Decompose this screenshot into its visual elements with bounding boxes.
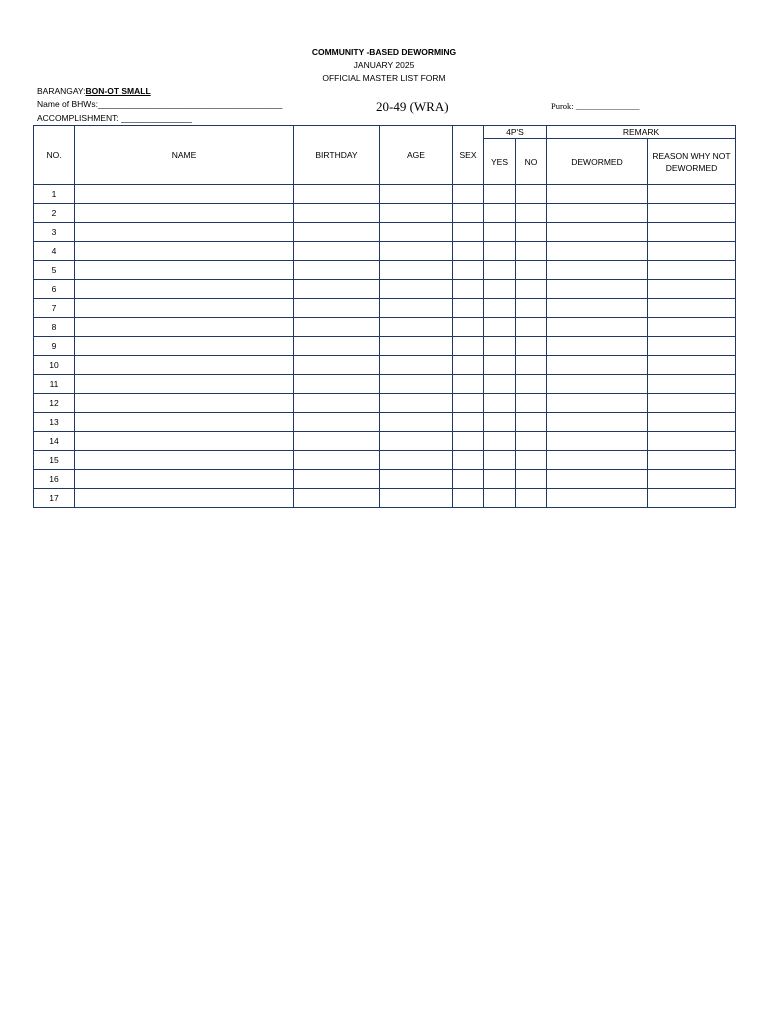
barangay-field	[37, 86, 151, 96]
reason-cell[interactable]	[648, 318, 736, 337]
name-cell[interactable]	[75, 185, 294, 204]
4ps-yes-cell[interactable]	[484, 432, 516, 451]
row-number: 8	[34, 318, 75, 337]
4ps-no-cell[interactable]	[516, 223, 547, 242]
table-row	[34, 318, 736, 337]
4ps-yes-cell[interactable]	[484, 394, 516, 413]
age-cell[interactable]	[380, 489, 453, 508]
sex-cell[interactable]	[453, 451, 484, 470]
4ps-yes-cell[interactable]	[484, 489, 516, 508]
form-name: OFFICIAL MASTER LIST FORM	[322, 73, 446, 83]
sex-cell[interactable]	[453, 375, 484, 394]
name-cell[interactable]	[75, 432, 294, 451]
birthday-cell[interactable]	[294, 470, 380, 489]
table-row	[34, 223, 736, 242]
name-cell[interactable]	[75, 261, 294, 280]
age-cell[interactable]	[380, 204, 453, 223]
birthday-cell[interactable]	[294, 337, 380, 356]
purok-label: Purok:	[551, 101, 576, 111]
dewormed-cell[interactable]	[547, 204, 648, 223]
table-row	[34, 451, 736, 470]
4ps-yes-cell[interactable]	[484, 185, 516, 204]
row-number: 6	[34, 280, 75, 299]
4ps-no-cell[interactable]	[516, 432, 547, 451]
age-cell[interactable]	[380, 432, 453, 451]
4ps-yes-cell[interactable]	[484, 375, 516, 394]
col-remark-header: REMARK	[547, 126, 736, 139]
table-row	[34, 280, 736, 299]
birthday-cell[interactable]	[294, 299, 380, 318]
bhw-line: _______________________________________	[97, 99, 283, 109]
sex-cell[interactable]	[453, 280, 484, 299]
dewormed-cell[interactable]	[547, 185, 648, 204]
table-row	[34, 337, 736, 356]
dewormed-cell[interactable]	[547, 451, 648, 470]
dewormed-cell[interactable]	[547, 394, 648, 413]
bhw-field	[37, 99, 282, 109]
4ps-no-cell[interactable]	[516, 470, 547, 489]
col-age-header: AGE	[380, 126, 453, 185]
age-cell[interactable]	[380, 451, 453, 470]
age-group-label: 20-49 (WRA)	[376, 99, 449, 114]
4ps-yes-cell[interactable]	[484, 223, 516, 242]
reason-cell[interactable]	[648, 489, 736, 508]
dewormed-cell[interactable]	[547, 280, 648, 299]
dewormed-cell[interactable]	[547, 242, 648, 261]
4ps-yes-cell[interactable]	[484, 470, 516, 489]
accomplishment-label: ACCOMPLISHMENT:	[37, 113, 122, 123]
table-row	[34, 413, 736, 432]
age-cell[interactable]	[380, 261, 453, 280]
name-cell[interactable]	[75, 489, 294, 508]
age-cell[interactable]	[380, 185, 453, 204]
4ps-no-cell[interactable]	[516, 185, 547, 204]
reason-cell[interactable]	[648, 299, 736, 318]
barangay-label: BARANGAY:	[37, 86, 86, 96]
age-cell[interactable]	[380, 280, 453, 299]
birthday-cell[interactable]	[294, 375, 380, 394]
reason-cell[interactable]	[648, 451, 736, 470]
name-cell[interactable]	[75, 204, 294, 223]
dewormed-cell[interactable]	[547, 356, 648, 375]
birthday-cell[interactable]	[294, 223, 380, 242]
4ps-no-cell[interactable]	[516, 413, 547, 432]
dewormed-cell[interactable]	[547, 318, 648, 337]
row-number: 2	[34, 204, 75, 223]
4ps-no-cell[interactable]	[516, 204, 547, 223]
birthday-cell[interactable]	[294, 413, 380, 432]
purok-field	[551, 101, 640, 111]
table-row	[34, 204, 736, 223]
name-cell[interactable]	[75, 470, 294, 489]
4ps-yes-cell[interactable]	[484, 280, 516, 299]
dewormed-cell[interactable]	[547, 413, 648, 432]
name-cell[interactable]	[75, 394, 294, 413]
4ps-no-cell[interactable]	[516, 375, 547, 394]
reason-cell[interactable]	[648, 432, 736, 451]
reason-cell[interactable]	[648, 375, 736, 394]
bhw-label: Name of BHWs:	[37, 99, 98, 109]
sex-cell[interactable]	[453, 299, 484, 318]
age-cell[interactable]	[380, 356, 453, 375]
4ps-no-cell[interactable]	[516, 261, 547, 280]
form-title: COMMUNITY -BASED DEWORMING	[311, 47, 457, 57]
birthday-cell[interactable]	[294, 451, 380, 470]
master-list-table	[33, 125, 736, 508]
reason-cell[interactable]	[648, 470, 736, 489]
birthday-cell[interactable]	[294, 242, 380, 261]
birthday-cell[interactable]	[294, 185, 380, 204]
4ps-yes-cell[interactable]	[484, 356, 516, 375]
name-cell[interactable]	[75, 375, 294, 394]
table-body	[34, 185, 736, 508]
table-row	[34, 356, 736, 375]
dewormed-cell[interactable]	[547, 223, 648, 242]
sex-cell[interactable]	[453, 356, 484, 375]
dewormed-cell[interactable]	[547, 261, 648, 280]
sex-cell[interactable]	[453, 261, 484, 280]
reason-cell[interactable]	[648, 223, 736, 242]
birthday-cell[interactable]	[294, 394, 380, 413]
sex-cell[interactable]	[453, 185, 484, 204]
4ps-yes-cell[interactable]	[484, 413, 516, 432]
sex-cell[interactable]	[453, 318, 484, 337]
col-no-header: NO.	[34, 126, 75, 185]
row-number: 16	[34, 470, 75, 489]
col-dewormed-header: DEWORMED	[547, 139, 648, 185]
birthday-cell[interactable]	[294, 261, 380, 280]
name-cell[interactable]	[75, 280, 294, 299]
table-row	[34, 394, 736, 413]
4ps-no-cell[interactable]	[516, 280, 547, 299]
name-cell[interactable]	[75, 223, 294, 242]
reason-cell[interactable]	[648, 242, 736, 261]
4ps-no-cell[interactable]	[516, 489, 547, 508]
row-number: 11	[34, 375, 75, 394]
col-sex-header: SEX	[453, 126, 484, 185]
col-4ps-header: 4P'S	[484, 126, 547, 139]
table-row	[34, 470, 736, 489]
accomplishment-line: _______________	[121, 113, 192, 123]
row-number: 9	[34, 337, 75, 356]
form-title-block	[0, 46, 768, 85]
sex-cell[interactable]	[453, 432, 484, 451]
4ps-yes-cell[interactable]	[484, 337, 516, 356]
col-birthday-header: BIRTHDAY	[294, 126, 380, 185]
name-cell[interactable]	[75, 413, 294, 432]
4ps-no-cell[interactable]	[516, 299, 547, 318]
name-cell[interactable]	[75, 299, 294, 318]
row-number: 17	[34, 489, 75, 508]
dewormed-cell[interactable]	[547, 432, 648, 451]
name-cell[interactable]	[75, 451, 294, 470]
reason-cell[interactable]	[648, 413, 736, 432]
accomplishment-field	[37, 113, 192, 123]
age-cell[interactable]	[380, 337, 453, 356]
4ps-no-cell[interactable]	[516, 242, 547, 261]
reason-cell[interactable]	[648, 204, 736, 223]
col-yes-header: YES	[484, 139, 516, 185]
4ps-yes-cell[interactable]	[484, 261, 516, 280]
age-cell[interactable]	[380, 242, 453, 261]
table-row	[34, 299, 736, 318]
sex-cell[interactable]	[453, 413, 484, 432]
table-row	[34, 261, 736, 280]
sex-cell[interactable]	[453, 204, 484, 223]
barangay-value: BON-OT SMALL	[85, 86, 151, 96]
birthday-cell[interactable]	[294, 489, 380, 508]
birthday-cell[interactable]	[294, 318, 380, 337]
4ps-no-cell[interactable]	[516, 394, 547, 413]
age-cell[interactable]	[380, 223, 453, 242]
table-row	[34, 375, 736, 394]
name-cell[interactable]	[75, 318, 294, 337]
row-number: 15	[34, 451, 75, 470]
sex-cell[interactable]	[453, 223, 484, 242]
birthday-cell[interactable]	[294, 356, 380, 375]
sex-cell[interactable]	[453, 470, 484, 489]
name-cell[interactable]	[75, 337, 294, 356]
dewormed-cell[interactable]	[547, 470, 648, 489]
reason-cell[interactable]	[648, 280, 736, 299]
birthday-cell[interactable]	[294, 280, 380, 299]
row-number: 13	[34, 413, 75, 432]
row-number: 14	[34, 432, 75, 451]
purok-line: _______________	[575, 101, 640, 111]
reason-cell[interactable]	[648, 185, 736, 204]
name-cell[interactable]	[75, 356, 294, 375]
dewormed-cell[interactable]	[547, 337, 648, 356]
form-month: JANUARY 2025	[353, 60, 415, 70]
dewormed-cell[interactable]	[547, 489, 648, 508]
4ps-no-cell[interactable]	[516, 337, 547, 356]
dewormed-cell[interactable]	[547, 375, 648, 394]
reason-cell[interactable]	[648, 394, 736, 413]
reason-cell[interactable]	[648, 337, 736, 356]
row-number: 12	[34, 394, 75, 413]
4ps-yes-cell[interactable]	[484, 242, 516, 261]
birthday-cell[interactable]	[294, 432, 380, 451]
sex-cell[interactable]	[453, 489, 484, 508]
table-row	[34, 489, 736, 508]
age-cell[interactable]	[380, 470, 453, 489]
row-number: 5	[34, 261, 75, 280]
reason-cell[interactable]	[648, 261, 736, 280]
row-number: 1	[34, 185, 75, 204]
table-row	[34, 432, 736, 451]
sex-cell[interactable]	[453, 242, 484, 261]
age-cell[interactable]	[380, 318, 453, 337]
4ps-yes-cell[interactable]	[484, 299, 516, 318]
dewormed-cell[interactable]	[547, 299, 648, 318]
row-number: 10	[34, 356, 75, 375]
birthday-cell[interactable]	[294, 204, 380, 223]
reason-cell[interactable]	[648, 356, 736, 375]
4ps-yes-cell[interactable]	[484, 204, 516, 223]
4ps-yes-cell[interactable]	[484, 451, 516, 470]
sex-cell[interactable]	[453, 394, 484, 413]
age-cell[interactable]	[380, 375, 453, 394]
4ps-no-cell[interactable]	[516, 451, 547, 470]
col-name-header: NAME	[75, 126, 294, 185]
row-number: 3	[34, 223, 75, 242]
table-row	[34, 242, 736, 261]
age-cell[interactable]	[380, 394, 453, 413]
age-cell[interactable]	[380, 299, 453, 318]
age-cell[interactable]	[380, 413, 453, 432]
table-row	[34, 185, 736, 204]
4ps-no-cell[interactable]	[516, 356, 547, 375]
sex-cell[interactable]	[453, 337, 484, 356]
4ps-yes-cell[interactable]	[484, 318, 516, 337]
row-number: 4	[34, 242, 75, 261]
name-cell[interactable]	[75, 242, 294, 261]
4ps-no-cell[interactable]	[516, 318, 547, 337]
row-number: 7	[34, 299, 75, 318]
col-no-4ps-header: NO	[516, 139, 547, 185]
col-reason-header: REASON WHY NOT DEWORMED	[648, 139, 736, 185]
